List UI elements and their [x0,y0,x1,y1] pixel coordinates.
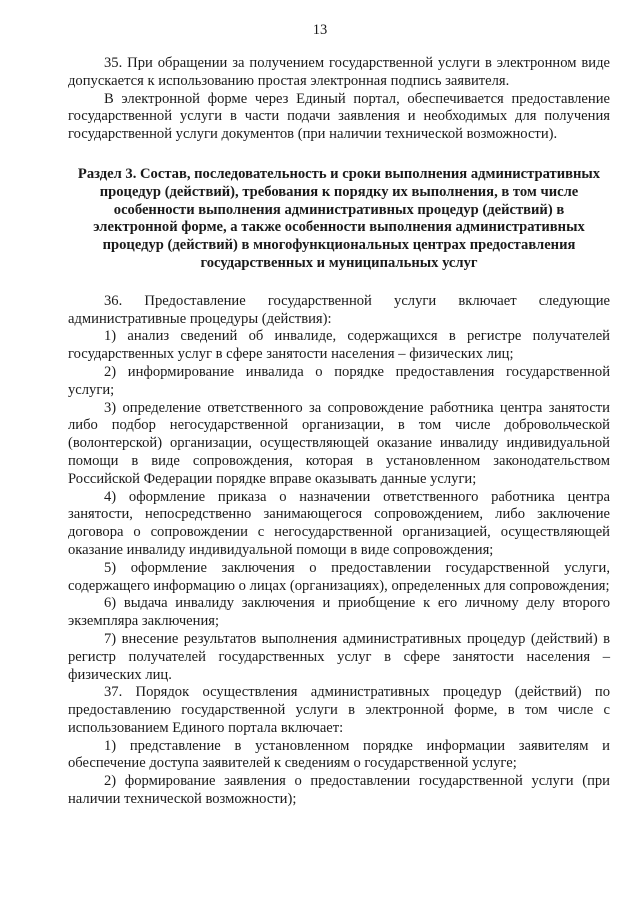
list-item-36-7: 7) внесение результатов выполнения административных процедур (действий) в регистр получателей государственных услуг в сфере занятости населения – физических лиц. [68,630,610,683]
paragraph-37: 37. Порядок осуществления административных процедур (действий) по предоставлению государственной услуги в электронной форме, в том числе с использованием Единого портала включает: [68,684,610,736]
list-item-37-1: 1) представление в установленном порядке информации заявителям и обеспечение доступа заявителей к сведениям о государственной услуге; [68,737,610,772]
section-3-heading: Раздел 3. Состав, последовательность и сроки выполнения административных процедур (действий), требования к порядку их выполнения, в том числе особенности выполнения административных процедур (действий) в электронной форме, а также особенности выполнения административных процедур (действий) в многофункциональных центрах предоставления государственных и муниципальных услуг [77,165,601,271]
paragraph-35: 35. При обращении за получением государственной услуги в электронном виде допускается к использованию простая электронная подпись заявителя. [68,55,610,89]
page-content [68,55,610,809]
list-item-36-5: 5) оформление заключения о предоставлении государственной услуги, содержащего информацию о лицах (организациях), определенных для сопровождения; [68,559,610,594]
paragraph-electronic-form: В электронной форме через Единый портал, обеспечивается предоставление государственной услуги в части подачи заявления и необходимых для получения государственной услуги документов (при наличии технической возможности). [68,90,610,143]
paragraph-36: 36. Предоставление государственной услуги включает следующие административные процедуры (действия): [68,292,610,327]
list-item-36-4: 4) оформление приказа о назначении ответственного работника центра занятости, непосредственно занимающегося сопровождением, либо заключение договора о сопровождении с негосударственной организацией, осуществляющей оказание инвалиду индивидуальной помощи в виде сопровождения; [68,488,610,558]
list-item-36-3: 3) определение ответственного за сопровождение работника центра занятости либо подбор негосударственной организации, в том числе добровольческой (волонтерской) организации, осуществляющей оказание инвалиду индивидуальной помощи в виде сопровождения, которая в установленном законодательством Российской Федерации порядке вправе оказывать данные услуги; [68,399,610,487]
list-item-36-6: 6) выдача инвалиду заключения и приобщение к его личному делу второго экземпляра заключения; [68,595,610,630]
list-item-37-2: 2) формирование заявления о предоставлении государственной услуги (при наличии технической возможности); [68,773,610,808]
list-item-36-2: 2) информирование инвалида о порядке предоставления государственной услуги; [68,363,610,398]
list-item-36-1: 1) анализ сведений об инвалиде, содержащихся в регистре получателей государственных услуг в сфере занятости населения – физических лиц; [68,328,610,363]
page-number: 13 [312,22,328,38]
